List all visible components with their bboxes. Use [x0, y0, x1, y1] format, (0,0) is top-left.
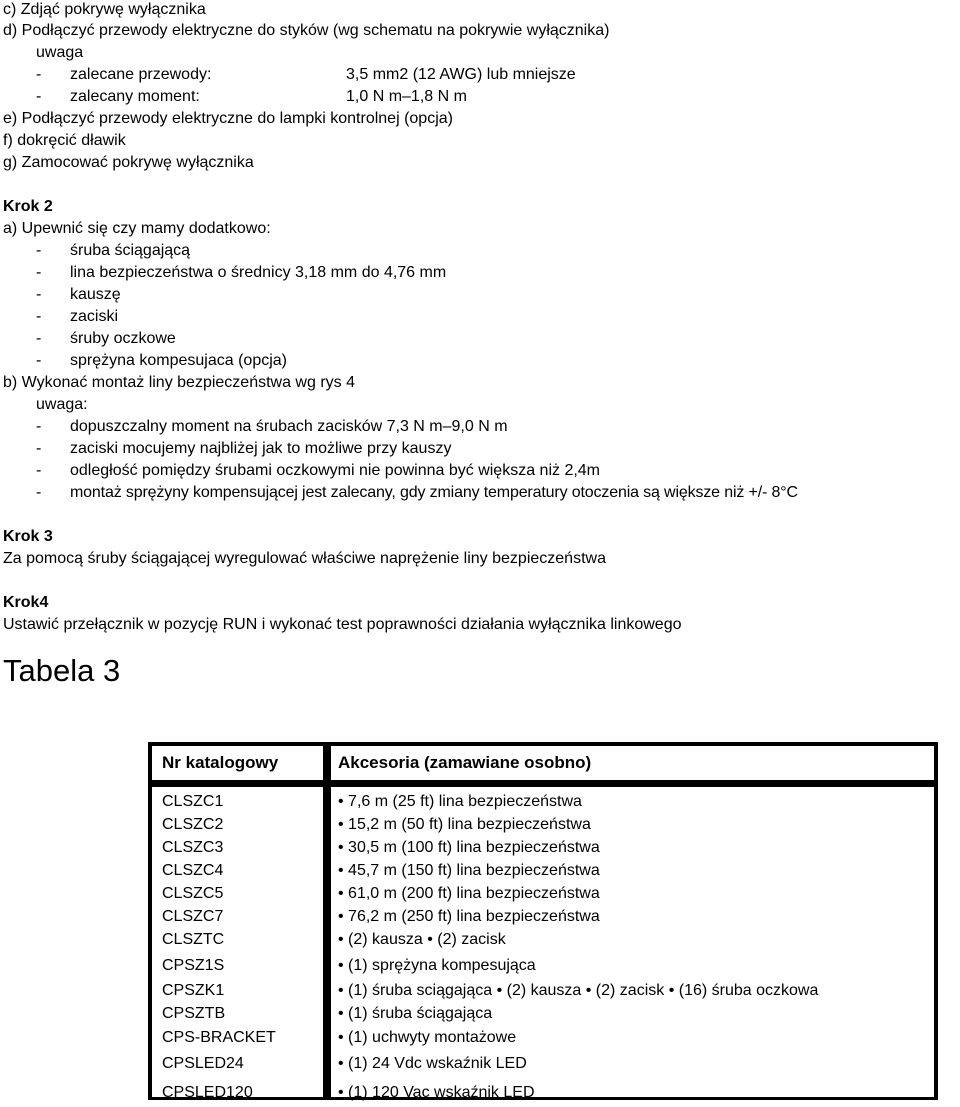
table-row [152, 792, 934, 816]
list-item: śruby oczkowe [70, 330, 176, 347]
accessory-desc: • (1) uchwyty montażowe [338, 1029, 517, 1046]
table-row [152, 1054, 934, 1078]
step-e: e) Podłączyć przewody elektryczne do lampki kontrolnej (opcja) [3, 110, 453, 127]
list-dash: - [36, 330, 42, 347]
list-dash: - [36, 66, 42, 83]
accessory-desc: • (2) kausza • (2) zacisk [338, 931, 506, 948]
torque-label: zalecany moment: [70, 88, 200, 105]
list-item: zaciski [70, 308, 119, 325]
table-row [152, 981, 934, 1005]
table-row [152, 907, 934, 931]
step-d: d) Podłączyć przewody elektryczne do styków (wg schematu na pokrywie wyłącznika) [3, 22, 610, 39]
torque-value: 1,0 N m–1,8 N m [346, 88, 467, 105]
table-row [152, 1004, 934, 1028]
note-label: uwaga: [36, 396, 88, 413]
table-row [152, 838, 934, 862]
catalog-code: CPSLED24 [162, 1055, 244, 1072]
list-dash: - [36, 308, 42, 325]
note-label: uwaga [36, 44, 84, 61]
catalog-code: CPSZK1 [162, 982, 225, 999]
table-row [152, 861, 934, 885]
list-dash: - [36, 88, 42, 105]
accessory-desc: • 45,7 m (150 ft) lina bezpieczeństwa [338, 862, 600, 879]
list-dash: - [36, 242, 42, 259]
accessory-desc: • 15,2 m (50 ft) lina bezpieczeństwa [338, 816, 591, 833]
table-title: Tabela 3 [3, 653, 121, 688]
accessory-desc: • (1) sprężyna kompesująca [338, 957, 536, 974]
list-dash: - [36, 352, 42, 369]
accessory-desc: • (1) 24 Vdc wskaźnik LED [338, 1055, 527, 1072]
step2-a: a) Upewnić się czy mamy dodatkowo: [3, 220, 271, 237]
wire-label: zalecane przewody: [70, 66, 212, 83]
col-header-accessories: Akcesoria (zamawiane osobno) [338, 753, 592, 772]
catalog-code: CLSZC1 [162, 793, 224, 810]
step-g: g) Zamocować pokrywę wyłącznika [3, 154, 254, 171]
table-row [152, 956, 934, 980]
accessory-desc: • 76,2 m (250 ft) lina bezpieczeństwa [338, 908, 600, 925]
catalog-code: CLSZC3 [162, 839, 224, 856]
catalog-code: CLSZC5 [162, 885, 224, 902]
step3-heading: Krok 3 [3, 528, 53, 545]
table-row [152, 1083, 934, 1107]
list-item: śruba ściągającą [70, 242, 191, 259]
wire-value: 3,5 mm2 (12 AWG) lub mniejsze [346, 66, 576, 83]
table-row [152, 884, 934, 908]
list-dash: - [36, 440, 42, 457]
catalog-code: CPSZ1S [162, 957, 225, 974]
accessory-desc: • 30,5 m (100 ft) lina bezpieczeństwa [338, 839, 600, 856]
note-item: zaciski mocujemy najbliżej jak to możliwe przy kauszy [70, 440, 452, 457]
step4-text: Ustawić przełącznik w pozycję RUN i wykonać test poprawności działania wyłącznika linkowego [3, 616, 682, 633]
accessory-desc: • 7,6 m (25 ft) lina bezpieczeństwa [338, 793, 582, 810]
list-item: lina bezpieczeństwa o średnicy 3,18 mm do 4,76 mm [70, 264, 447, 281]
step-f: f) dokręcić dławik [3, 132, 126, 149]
catalog-code: CLSZC2 [162, 816, 224, 833]
accessory-desc: • (1) śruba ściągająca [338, 1005, 493, 1022]
col-header-catalog: Nr katalogowy [162, 753, 279, 772]
step-c: c) Zdjąć pokrywę wyłącznika [3, 1, 206, 18]
catalog-code: CLSZC7 [162, 908, 224, 925]
list-dash: - [36, 484, 42, 501]
note-item: dopuszczalny moment na śrubach zacisków 7,3 N m–9,0 N m [70, 418, 508, 435]
accessory-desc: • 61,0 m (200 ft) lina bezpieczeństwa [338, 885, 600, 902]
accessory-desc: • (1) 120 Vac wskaźnik LED [338, 1084, 535, 1101]
table-row [152, 815, 934, 839]
catalog-code: CPSZTB [162, 1005, 226, 1022]
note-item: montaż sprężyny kompensującej jest zalecany, gdy zmiany temperatury otoczenia są większe niż +/- 8°C [70, 484, 798, 501]
catalog-code: CLSZTC [162, 931, 225, 948]
catalog-code: CPS-BRACKET [162, 1029, 276, 1046]
catalog-code: CPSLED120 [162, 1084, 253, 1101]
list-item: kauszę [70, 286, 121, 303]
list-dash: - [36, 264, 42, 281]
table-row [152, 1028, 934, 1052]
step2-b: b) Wykonać montaż liny bezpieczeństwa wg rys 4 [3, 374, 355, 391]
list-dash: - [36, 418, 42, 435]
accessory-desc: • (1) śruba sciągająca • (2) kausza • (2) zacisk • (16) śruba oczkowa [338, 982, 819, 999]
catalog-code: CLSZC4 [162, 862, 224, 879]
note-item: odległość pomiędzy śrubami oczkowymi nie powinna być większa niż 2,4m [70, 462, 601, 479]
step4-heading: Krok4 [3, 594, 49, 611]
step2-heading: Krok 2 [3, 198, 53, 215]
step3-text: Za pomocą śruby ściągającej wyregulować właściwe naprężenie liny bezpieczeństwa [3, 550, 606, 567]
list-item: sprężyna kompesujaca (opcja) [70, 352, 287, 369]
list-dash: - [36, 462, 42, 479]
header-divider [152, 780, 934, 787]
accessories-table [148, 742, 938, 1100]
list-dash: - [36, 286, 42, 303]
table-row [152, 930, 934, 954]
